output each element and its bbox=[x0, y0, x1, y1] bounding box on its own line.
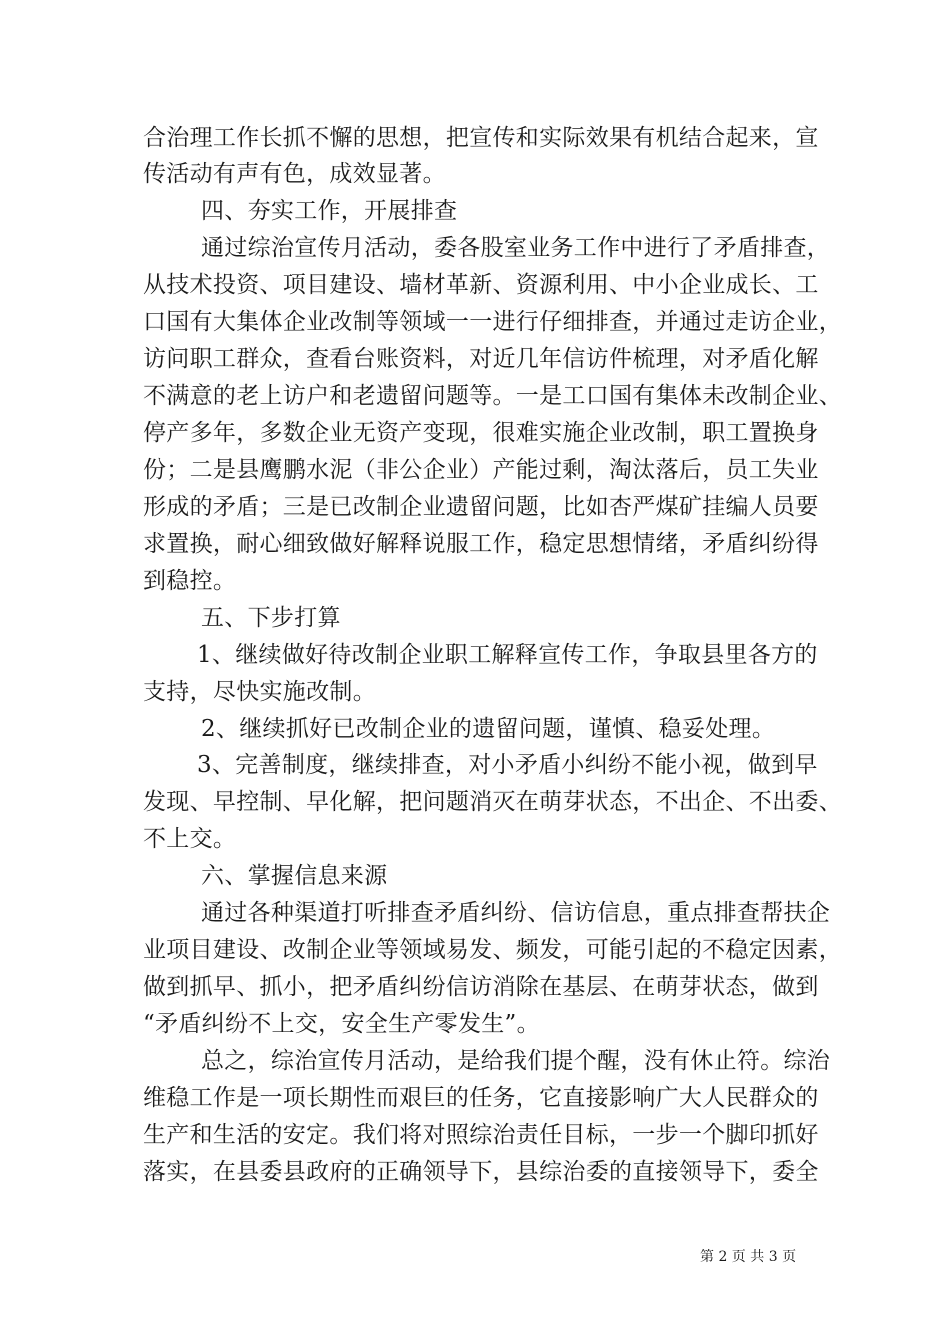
paragraph-line: 访问职工群众，查看台账资料，对近几年信访件梳理，对矛盾化解 bbox=[143, 346, 819, 372]
paragraph-line: 业项目建设、改制企业等领域易发、频发，可能引起的不稳定因素， bbox=[143, 937, 842, 963]
paragraph-line: 通过各种渠道打听排查矛盾纠纷、信访信息，重点排查帮扶企 bbox=[201, 900, 831, 926]
paragraph-line: 不上交。 bbox=[143, 826, 237, 852]
paragraph-line: 口国有大集体企业改制等领域一一进行仔细排查，并通过走访企业， bbox=[143, 309, 842, 335]
paragraph-line: 维稳工作是一项长期性而艰巨的任务，它直接影响广大人民群众的 bbox=[143, 1085, 819, 1111]
section-heading: 四、夯实工作，开展排查 bbox=[201, 198, 458, 224]
paragraph-line: “矛盾纠纷不上交，安全生产零发生”。 bbox=[143, 1011, 540, 1037]
paragraph-line: 做到抓早、抓小，把矛盾纠纷信访消除在基层、在萌芽状态，做到 bbox=[143, 974, 819, 1000]
paragraph-line: 形成的矛盾；三是已改制企业遗留问题，比如杏严煤矿挂编人员要 bbox=[143, 494, 819, 520]
paragraph-line: 到稳控。 bbox=[143, 568, 237, 594]
paragraph-line: 落实，在县委县政府的正确领导下，县综治委的直接领导下，委全 bbox=[143, 1159, 819, 1185]
paragraph-line: 2、继续抓好已改制企业的遗留问题，谨慎、稳妥处理。 bbox=[201, 716, 776, 742]
paragraph-line: 1、继续做好待改制企业职工解释宣传工作，争取县里各方的 bbox=[197, 642, 818, 668]
paragraph-line: 通过综治宣传月活动，委各股室业务工作中进行了矛盾排查， bbox=[201, 235, 831, 261]
paragraph-line: 份；二是县鹰鹏水泥（非公企业）产能过剩，淘汰落后，员工失业 bbox=[143, 457, 819, 483]
paragraph-line: 合治理工作长抓不懈的思想，把宣传和实际效果有机结合起来，宣 bbox=[143, 125, 819, 151]
paragraph-line: 传活动有声有色，成效显著。 bbox=[143, 161, 446, 187]
paragraph-line: 生产和生活的安定。我们将对照综治责任目标，一步一个脚印抓好 bbox=[143, 1122, 819, 1148]
paragraph-line: 求置换，耐心细致做好解释说服工作，稳定思想情绪，矛盾纠纷得 bbox=[143, 531, 819, 557]
paragraph-line: 不满意的老上访户和老遗留问题等。一是工口国有集体未改制企业、 bbox=[143, 383, 842, 409]
paragraph-line: 停产多年，多数企业无资产变现，很难实施企业改制，职工置换身 bbox=[143, 420, 819, 446]
paragraph-line: 发现、早控制、早化解，把问题消灭在萌芽状态，不出企、不出委、 bbox=[143, 789, 842, 815]
paragraph-line: 支持，尽快实施改制。 bbox=[143, 679, 376, 705]
page-number: 第 2 页 共 3 页 bbox=[700, 1249, 797, 1265]
paragraph-line: 3、完善制度，继续排查，对小矛盾小纠纷不能小视，做到早 bbox=[197, 752, 818, 778]
paragraph-line: 从技术投资、项目建设、墙材革新、资源利用、中小企业成长、工 bbox=[143, 272, 819, 298]
paragraph-line: 总之，综治宣传月活动，是给我们提个醒，没有休止符。综治 bbox=[201, 1048, 831, 1074]
section-heading: 五、下步打算 bbox=[201, 605, 341, 631]
section-heading: 六、掌握信息来源 bbox=[201, 863, 388, 889]
